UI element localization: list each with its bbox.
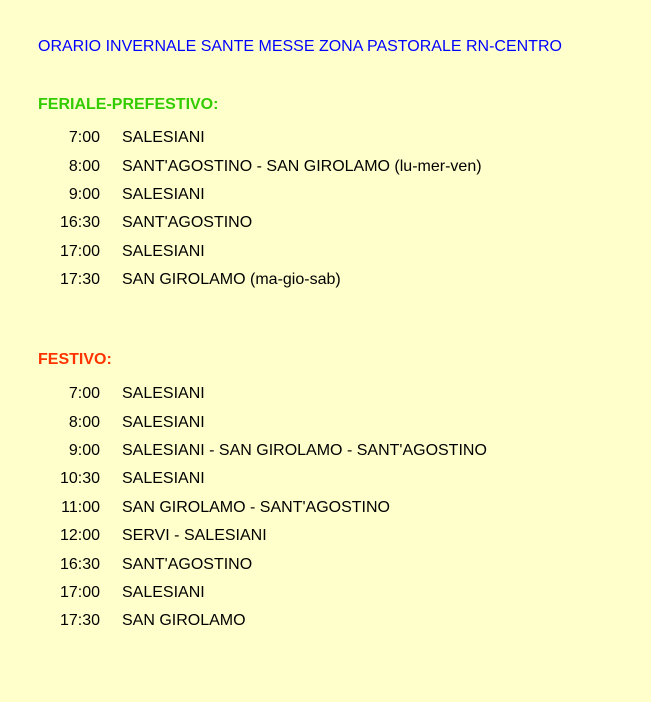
mass-location: SALESIANI [122, 583, 205, 601]
mass-time: 8:00 [68, 157, 100, 175]
mass-location: SALESIANI [122, 242, 205, 260]
schedule-row [38, 181, 638, 209]
mass-time: 17:30 [59, 271, 100, 289]
schedule-row [38, 408, 638, 436]
schedule-row [38, 607, 638, 635]
mass-time: 16:30 [59, 214, 100, 232]
schedule-row [38, 380, 638, 408]
mass-time: 9:00 [68, 441, 100, 459]
mass-location: SALESIANI [122, 470, 205, 488]
schedule-row [38, 238, 638, 266]
feriale-schedule-list [38, 124, 638, 294]
mass-location: SALESIANI [122, 185, 205, 203]
mass-time: 10:30 [59, 470, 100, 488]
mass-location: SAN GIROLAMO [122, 612, 246, 630]
schedule-row [38, 579, 638, 607]
festivo-heading: FESTIVO: [38, 351, 112, 368]
schedule-row [38, 437, 638, 465]
page-title: ORARIO INVERNALE SANTE MESSE ZONA PASTORALE RN-CENTRO [38, 38, 562, 55]
schedule-row [38, 152, 638, 180]
schedule-row [38, 209, 638, 237]
schedule-row [38, 465, 638, 493]
mass-location: SANT'AGOSTINO - SAN GIROLAMO (lu-mer-ven) [122, 157, 482, 175]
mass-time: 8:00 [68, 413, 100, 431]
mass-time: 7:00 [68, 129, 100, 147]
mass-time: 12:00 [59, 527, 100, 545]
mass-time: 16:30 [59, 555, 100, 573]
mass-location: SALESIANI - SAN GIROLAMO - SANT'AGOSTINO [122, 441, 487, 459]
mass-location: SANT'AGOSTINO [122, 555, 253, 573]
mass-time: 17:00 [59, 583, 100, 601]
schedule-row [38, 124, 638, 152]
schedule-row [38, 522, 638, 550]
schedule-row [38, 266, 638, 294]
mass-location: SALESIANI [122, 385, 205, 403]
mass-location: SAN GIROLAMO (ma-gio-sab) [122, 271, 341, 289]
mass-time: 11:00 [61, 498, 100, 516]
mass-location: SALESIANI [122, 129, 205, 147]
mass-location: SANT'AGOSTINO [122, 214, 253, 232]
mass-time: 17:30 [59, 612, 100, 630]
mass-location: SALESIANI [122, 413, 205, 431]
mass-location: SAN GIROLAMO - SANT'AGOSTINO [122, 498, 390, 516]
mass-time: 17:00 [59, 242, 100, 260]
mass-time: 7:00 [68, 385, 100, 403]
festivo-schedule-list [38, 380, 638, 636]
schedule-row [38, 550, 638, 578]
mass-location: SERVI - SALESIANI [122, 527, 267, 545]
feriale-heading: FERIALE-PREFESTIVO: [38, 96, 219, 113]
mass-time: 9:00 [68, 185, 100, 203]
schedule-row [38, 494, 638, 522]
